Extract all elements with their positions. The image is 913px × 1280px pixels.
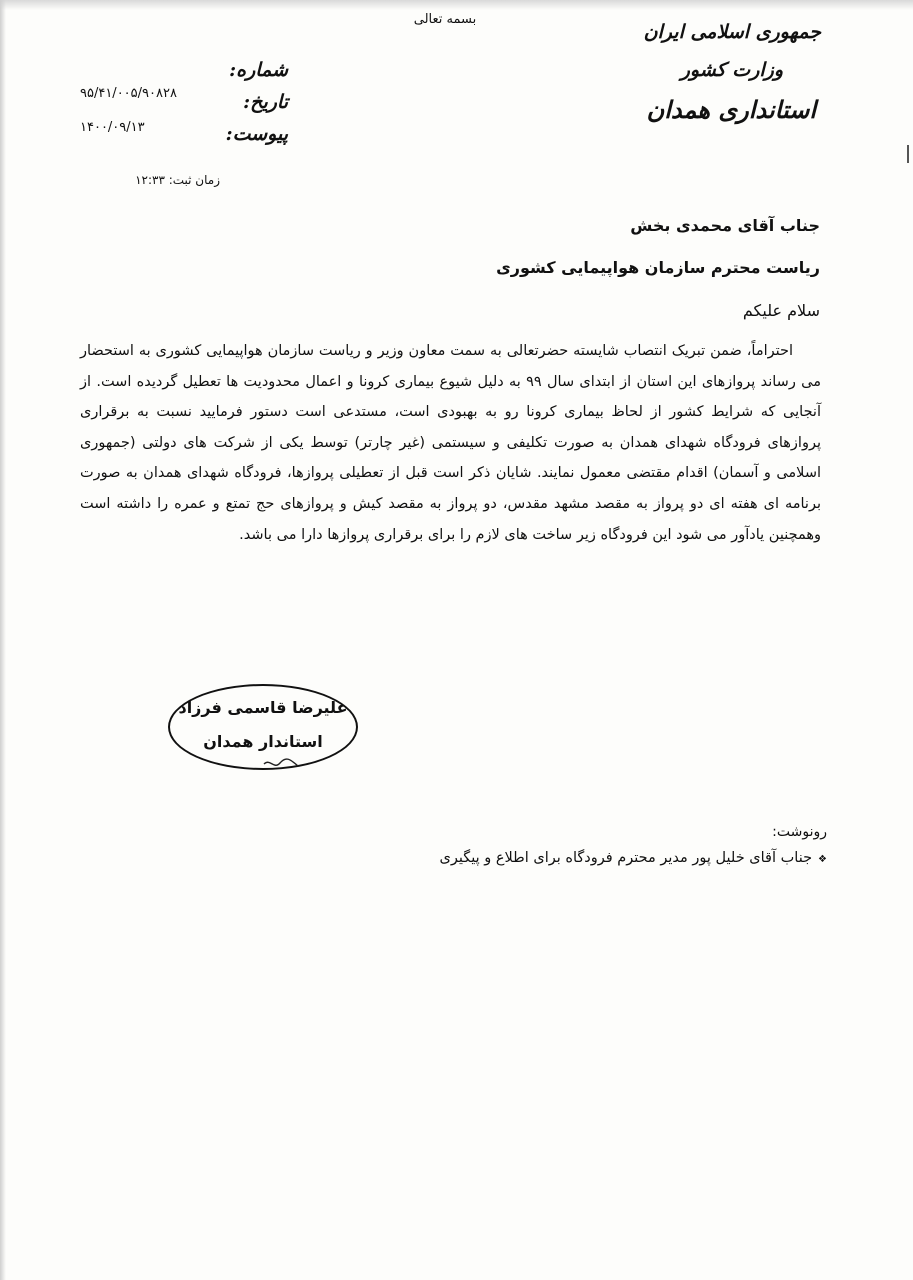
- addressee: [320, 205, 820, 289]
- copy-recipient-text: جناب آقای خلیل پور مدیر محترم فرودگاه برای اطلاع و پیگیری: [439, 850, 813, 866]
- meta-values: [80, 77, 230, 145]
- copy-label: رونوشت:: [772, 824, 827, 840]
- letterhead: [643, 14, 821, 130]
- letter-date: ۱۴۰۰/۰۹/۱۳: [80, 120, 145, 135]
- addressee-title: ریاست محترم سازمان هواپیمایی کشوری: [496, 258, 820, 277]
- invocation: بسمه تعالی: [413, 12, 477, 27]
- signature-scribble: [262, 756, 302, 772]
- letter-body: [80, 336, 821, 550]
- seal-title: استاندار همدان: [203, 732, 323, 751]
- scan-edge-top: [0, 0, 913, 10]
- bullet-icon: ❖: [818, 854, 827, 865]
- copy-recipient: [287, 850, 827, 866]
- number-label: شماره:: [229, 59, 288, 81]
- letterhead-ministry: وزارت کشور: [680, 59, 783, 81]
- addressee-name: جناب آقای محمدی بخش: [630, 216, 820, 235]
- letter-body-text: احتراماً، ضمن تبریک انتصاب شایسته حضرتعالی به سمت معاون وزیر و ریاست سازمان هواپیمایی کشوری به استحضار می رساند پروازهای این استان از ابتدای سال ۹۹ به دلیل شیوع بیماری کرونا و اعمال محدودیت ها تعطیل گردیده است. از آنجایی که شرایط کشور از لحاظ بیماری کرونا رو به بهبودی است، مستدعی است دستور فرمایید نسبت به برقراری پروازهای فرودگاه شهدای همدان به صورت تکلیفی و سیستمی (غیر چارتر) توسط یکی از شرکت های دولتی (جمهوری اسلامی و آسمان) اقدام مقتضی معمول نمایند. شایان ذکر است قبل از تعطیلی پروازها، فرودگاه شهدای همدان به صورت برنامه ای هفته ای دو پرواز به مقصد مشهد مقدس، دو پرواز به مقصد کیش و پروازهای حج تمتع و عمره را داشته است وهمچنین یادآور می شود این فرودگاه زیر ساخت های لازم را برای برقراری پروازها دارا می باشد.: [80, 343, 821, 543]
- meta-labels: [225, 54, 288, 150]
- letterhead-office: استانداری همدان: [646, 95, 816, 124]
- letterhead-country: جمهوری اسلامی ایران: [643, 21, 821, 43]
- scan-edge-mark: [907, 145, 909, 163]
- attachment-label: پیوست:: [225, 123, 288, 145]
- letter-number: ۹۵/۴۱/۰۰۵/۹۰۸۲۸: [80, 86, 177, 101]
- date-label: تاریخ:: [243, 91, 288, 113]
- seal-name: علیرضا قاسمی فرزاد: [178, 698, 348, 717]
- registration-time: زمان ثبت: ۱۲:۳۳: [135, 173, 220, 187]
- scan-edge-left: [0, 0, 6, 1280]
- salutation: سلام علیکم: [742, 301, 820, 320]
